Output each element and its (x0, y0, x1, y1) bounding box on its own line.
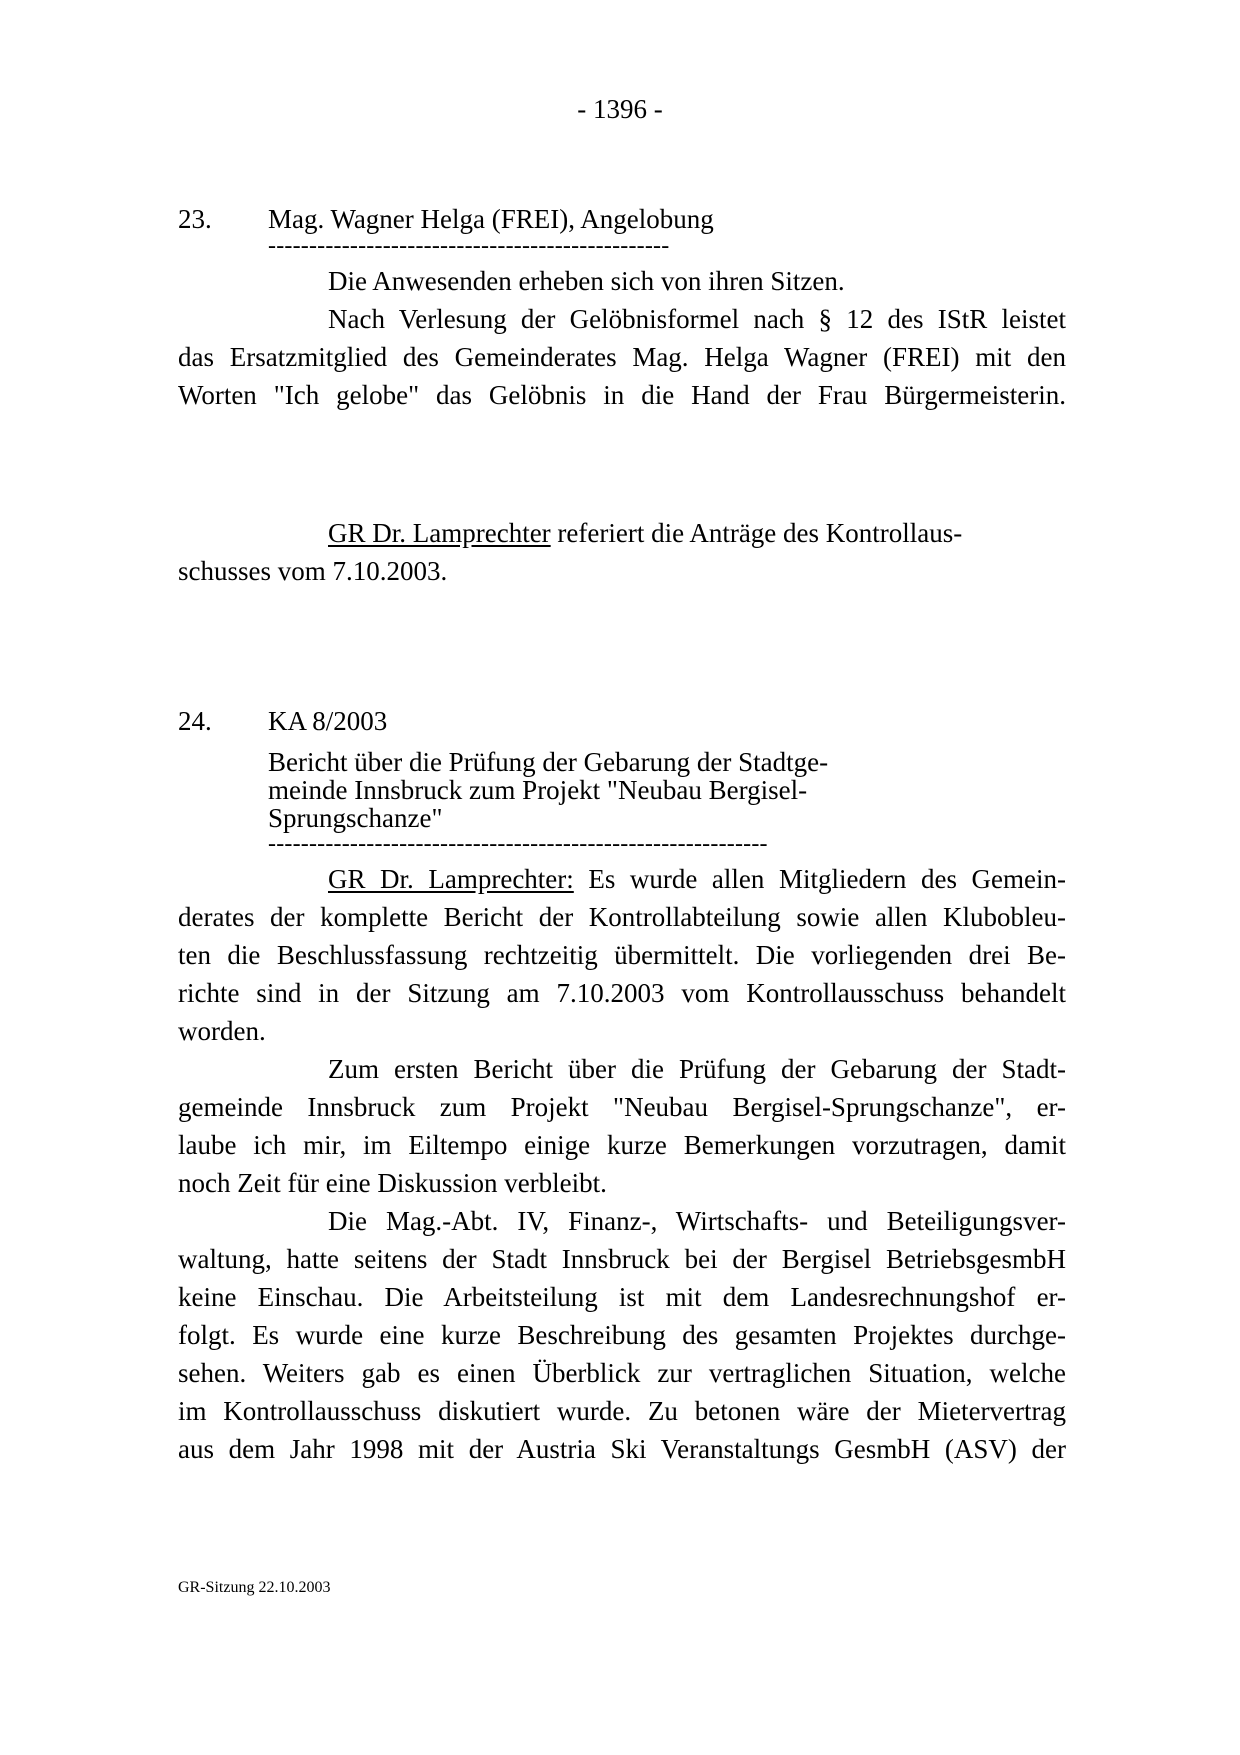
item-24-paragraph-2-line-3: laube ich mir, im Eiltempo einige kurze Bemerkungen vorzutragen, damit (178, 1130, 1066, 1160)
item-24-paragraph-3-line-7: aus dem Jahr 1998 mit der Austria Ski Veranstaltungs GesmbH (ASV) der (178, 1434, 1066, 1464)
item-24-title-line-3: Sprungschanze" (268, 803, 443, 833)
item-24-paragraph-3-line-3: keine Einschau. Die Arbeitsteilung ist mit dem Landesrechnungshof er- (178, 1282, 1066, 1312)
item-24-paragraph-1-line-1 (178, 860, 1066, 898)
referral-text-line-1: referiert die Anträge des Kontrollaus- (550, 518, 963, 548)
item-24-paragraph-3-line-5: sehen. Weiters gab es einen Überblick zur vertraglichen Situation, welche (178, 1358, 1066, 1388)
item-24-paragraph-2-line-4: noch Zeit für eine Diskussion verbleibt. (178, 1168, 607, 1198)
item-23-title: Mag. Wagner Helga (FREI), Angelobung (268, 204, 714, 234)
referral-speaker: GR Dr. Lamprechter (328, 518, 551, 548)
item-24-paragraph-3-line-4: folgt. Es wurde eine kurze Beschreibung des gesamten Projektes durchge- (178, 1320, 1066, 1350)
item-24-speaker: GR Dr. Lamprechter: (328, 864, 574, 894)
item-23-paragraph-1: Die Anwesenden erheben sich von ihren Sitzen. (328, 266, 845, 296)
item-24-paragraph-3-line-6: im Kontrollausschuss diskutiert wurde. Zu betonen wäre der Mietervertrag (178, 1396, 1066, 1426)
referral-text-line-2: schusses vom 7.10.2003. (178, 556, 448, 586)
item-24-paragraph-3-line-2: waltung, hatte seitens der Stadt Innsbruck bei der Bergisel BetriebsgesmbH (178, 1244, 1066, 1274)
item-24-title-line-1: Bericht über die Prüfung der Gebarung der Stadtge- (268, 747, 829, 777)
page-footer: GR-Sitzung 22.10.2003 (178, 1579, 331, 1596)
item-24-p1-l1-text: Es wurde allen Mitgliedern des Gemein- (573, 864, 1066, 894)
item-24-paragraph-1-line-3: ten die Beschlussfassung rechtzeitig übermittelt. Die vorliegenden drei Be- (178, 940, 1066, 970)
item-24-paragraph-1-line-2: derates der komplette Bericht der Kontrollabteilung sowie allen Klubobleu- (178, 902, 1066, 932)
referral-line-1 (328, 514, 962, 552)
item-24-paragraph-1-line-4: richte sind in der Sitzung am 7.10.2003 vom Kontrollausschuss behandelt (178, 978, 1066, 1008)
item-24-paragraph-2-line-1: Zum ersten Bericht über die Prüfung der Gebarung der Stadt- (328, 1054, 1066, 1084)
item-23-number: 23. (178, 204, 212, 234)
item-24-paragraph-1-line-5: worden. (178, 1016, 266, 1046)
item-24-number: 24. (178, 706, 212, 736)
item-24-code: KA 8/2003 (268, 706, 388, 736)
item-24-paragraph-3-line-1: Die Mag.-Abt. IV, Finanz-, Wirtschafts- und Beteiligungsver- (328, 1206, 1066, 1236)
page-number: - 1396 - (577, 94, 663, 124)
item-23-paragraph-2-line-1: Nach Verlesung der Gelöbnisformel nach § 12 des IStR leistet (328, 304, 1066, 334)
item-24-paragraph-2-line-2: gemeinde Innsbruck zum Projekt "Neubau Bergisel-Sprungschanze", er- (178, 1092, 1066, 1122)
item-23-rule: ------------------------------------------------- (268, 236, 670, 256)
item-24-title-line-2: meinde Innsbruck zum Projekt "Neubau Bergisel- (268, 775, 808, 805)
item-23-paragraph-2-line-2: das Ersatzmitglied des Gemeinderates Mag. Helga Wagner (FREI) mit den (178, 342, 1066, 372)
item-23-paragraph-2-line-3: Worten "Ich gelobe" das Gelöbnis in die Hand der Frau Bürgermeisterin. (178, 380, 1066, 410)
item-24-rule: ------------------------------------------------------------- (268, 834, 768, 854)
